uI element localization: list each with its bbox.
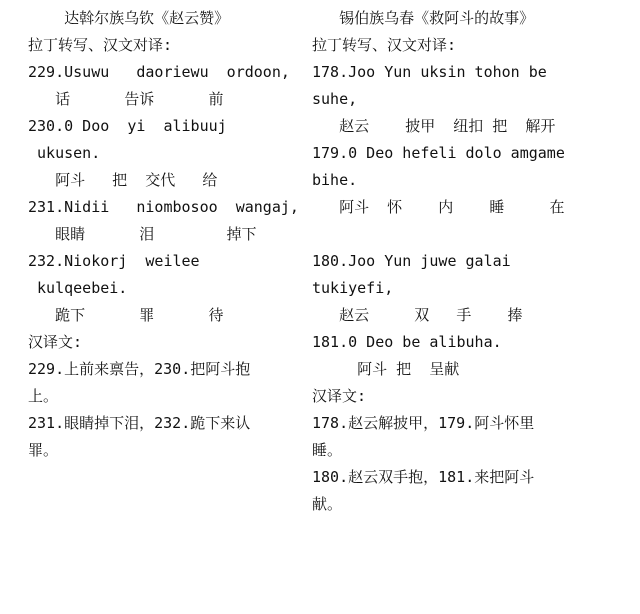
right-line: 汉译文:	[312, 387, 367, 405]
right-line: 180.Joo Yun juwe galai	[312, 252, 511, 270]
right-title: 锡伯族乌春《救阿斗的故事》	[312, 9, 535, 27]
right-line: 赵云 双 手 捧	[312, 306, 523, 324]
right-line: tukiyefi,	[312, 279, 394, 297]
left-line: 拉丁转写、汉文对译:	[28, 36, 173, 54]
left-title: 达斡尔族乌钦《赵云赞》	[28, 9, 230, 27]
left-line: ukusen.	[28, 144, 101, 162]
right-line: 181.0 Deo be alibuha.	[312, 333, 502, 351]
left-line: 汉译文:	[28, 333, 83, 351]
left-line: 229.上前来禀告，230.把阿斗抱	[28, 360, 251, 378]
right-line: bihe.	[312, 171, 358, 189]
left-line: 上。	[28, 387, 59, 405]
left-line: 231.眼睛掉下泪，232.跪下来认	[28, 414, 251, 432]
right-line: 178.Joo Yun uksin tohon be	[312, 63, 547, 81]
left-line: 阿斗 把 交代 给	[28, 171, 218, 189]
left-line: 眼睛 泪 掉下	[28, 225, 257, 243]
left-line: 230.0 Doo yi alibuuj	[28, 117, 227, 135]
right-line: 阿斗 怀 内 睡 在	[312, 198, 565, 216]
right-line: 睡。	[312, 441, 343, 459]
right-line: 179.0 Deo hefeli dolo amgame	[312, 144, 565, 162]
right-line: suhe,	[312, 90, 358, 108]
left-line: 罪。	[28, 441, 59, 459]
right-line: 178.赵云解披甲，179.阿斗怀里	[312, 414, 535, 432]
right-line: 阿斗 把 呈献	[312, 360, 460, 378]
left-line: 话 告诉 前	[28, 90, 224, 108]
left-line: 跪下 罪 待	[28, 306, 224, 324]
right-line: 赵云 披甲 纽扣 把 解开	[312, 117, 556, 135]
right-line: 拉丁转写、汉文对译:	[312, 36, 457, 54]
left-line: kulqeebei.	[28, 279, 128, 297]
right-line: 献。	[312, 495, 343, 513]
left-line: 229.Usuwu daoriewu ordoon,	[28, 63, 290, 81]
left-line: 231.Nidii niombosoo wangaj,	[28, 198, 299, 216]
left-line: 232.Niokorj weilee	[28, 252, 200, 270]
right-line: 180.赵云双手抱，181.来把阿斗	[312, 468, 535, 486]
